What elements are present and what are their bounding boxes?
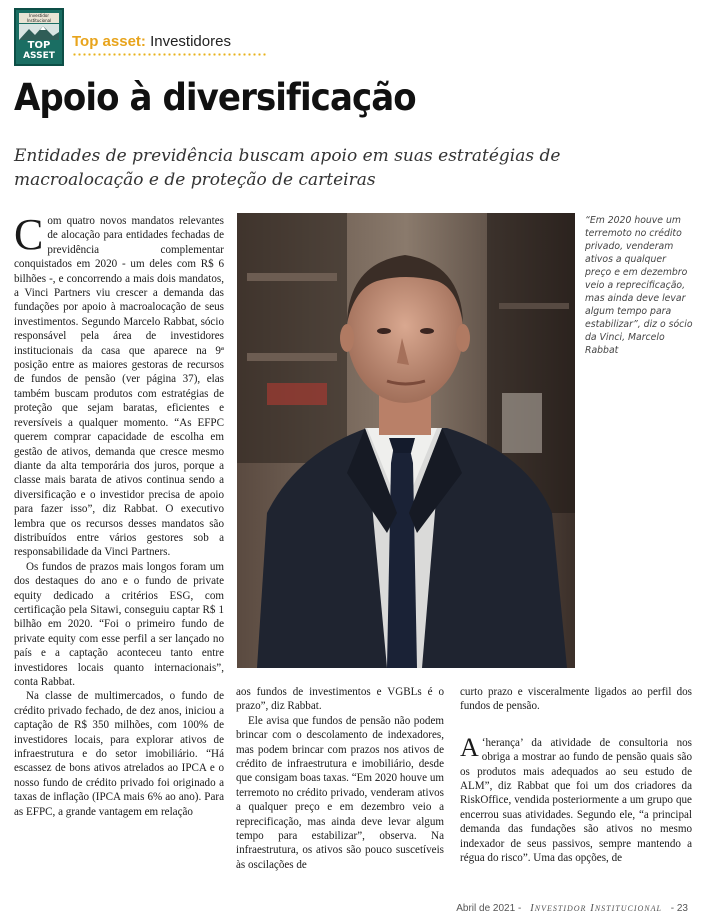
body-paragraph: Na classe de multimercados, o fundo de crédito privado fechado, de dez anos, iniciou a captação de R$ 350 milhões, com 100% de investidores locais, para explorar ativos de infraestrutura e do setor imobiliário. “Há escassez de bons ativos atrelados ao IPCA e o nosso fundo de crédito privado foi originado a taxas de inflação (IPCA mais 6% ao ano). Para as EFPC, a grande vantagem em relação <box>14 690 224 818</box>
logo-top-text: TOP <box>27 40 51 51</box>
drop-cap: A <box>460 732 479 762</box>
body-paragraph <box>460 732 692 866</box>
paragraph-text: ‘herança’ da atividade de consultoria nos obriga a mostrar ao fundo de pensão quais são os produtos mais adequados ao seu estudo de ALM”, diz Rabbat que foi um dos criadores da RiskOffice, vendida posteriormente a um grupo que encerrou suas atividades. Segundo ele, “a principal demanda das fundações são ativos no mesmo indexador de seus passivos, sempre mantendo a régua do risco”. Uma das opções, de <box>460 736 692 865</box>
body-column-1 <box>14 210 224 819</box>
body-paragraph: Os fundos de prazos mais longos foram um dos destaques do ano e o fundo de private equity dedicado a critérios ESG, com certificação pela Sitawi, conseguiu captar R$ 1 bilhão em 2020. “Foi o primeiro fundo de private equity com esse perfil a ser lançado no país e a captação aconteceu tanto entre investidores locais quanto internacionais”, conta Rabbat. <box>14 560 224 688</box>
section-dotted-rule <box>72 53 268 56</box>
logo-masthead: Investidor Institucional <box>19 13 59 23</box>
top-asset-logo <box>14 8 64 66</box>
body-column-2 <box>236 685 444 872</box>
body-paragraph: curto prazo e visceralmente ligados ao perfil dos fundos de pensão. <box>460 686 692 713</box>
mountain-icon <box>19 24 59 40</box>
body-paragraph: Ele avisa que fundos de pensão não podem brincar com o descolamento de indexadores, mas podem brincar com prazos nos ativos de crédito de infraestrutura e imobiliário, desde que consigam boas taxas. “Em 2020 houve um terremoto no crédito privado, venderam ativos a qualquer preço e em dezembro veio a reprecificação, mas ainda deve levar algum tempo para estabilizar”, observa. Na infraestrutura, os ativos são pouco suscetíveis às oscilações de <box>236 714 444 871</box>
pull-quote: “Em 2020 houve um terremoto no crédito privado, venderam ativos a qualquer preço e em dezembro veio a reprecificação, mas ainda deve levar algum tempo para estabilizar”, diz o sócio da Vinci, Marcelo Rabbat <box>585 215 693 356</box>
drop-cap: C <box>14 210 44 259</box>
headline: Apoio à diversificação <box>14 76 416 119</box>
page-footer <box>456 902 688 914</box>
paragraph-text: om quatro novos mandatos relevantes de alocação para entidades fechadas de previdência complementar conquistados em 2020 - um deles com R$ 6 bilhões -, e concorrendo a mais dois mandatos, a Vinci Partners viu crescer a demanda das fundações por apoio à macroalocação de seus investimentos. Segundo Marcelo Rabbat, sócio responsável pela área de investidores institucionais da casa que aparece na 9ª posição entre as maiores gestoras de recursos de fundos de pensão (ver página 37), elas também buscam produtos com estratégias de proteção que sejam baratas, eficientes e reversíveis a qualquer momento. “As EFPC querem comprar capacidade de escolha em gestão de ativos, demanda que cresce mesmo diante da alta temporária dos juros, porque a classe mais barata de ativos continua sendo a diversificação e o investidor precisa de apoio para fazer isso”, diz Rabbat. O executivo lembra que os recursos desses mandatos são distribuídos entre vários gestores sob a responsabilidade da Vinci Partners. <box>14 215 224 559</box>
section-prefix: Top asset: <box>72 33 146 50</box>
body-paragraph: aos fundos de investimentos e VGBLs é o prazo”, diz Rabbat. <box>236 686 444 713</box>
body-column-3 <box>460 685 692 865</box>
deck-subtitle: Entidades de previdência buscam apoio em suas estratégias de macroalocação e de proteção de carteiras <box>14 146 561 190</box>
footer-separator: - <box>670 903 675 914</box>
section-label <box>72 33 231 50</box>
footer-publication: Investidor Institucional <box>530 902 662 914</box>
portrait-photo <box>237 213 575 668</box>
logo-asset-text: ASSET <box>23 51 55 61</box>
footer-separator: - <box>517 903 522 914</box>
photo-marcelo-rabbat-icon <box>237 213 575 668</box>
body-paragraph <box>14 210 224 560</box>
page-number: 23 <box>676 903 688 914</box>
section-name: Investidores <box>150 33 231 50</box>
footer-date: Abril de 2021 <box>456 903 516 914</box>
